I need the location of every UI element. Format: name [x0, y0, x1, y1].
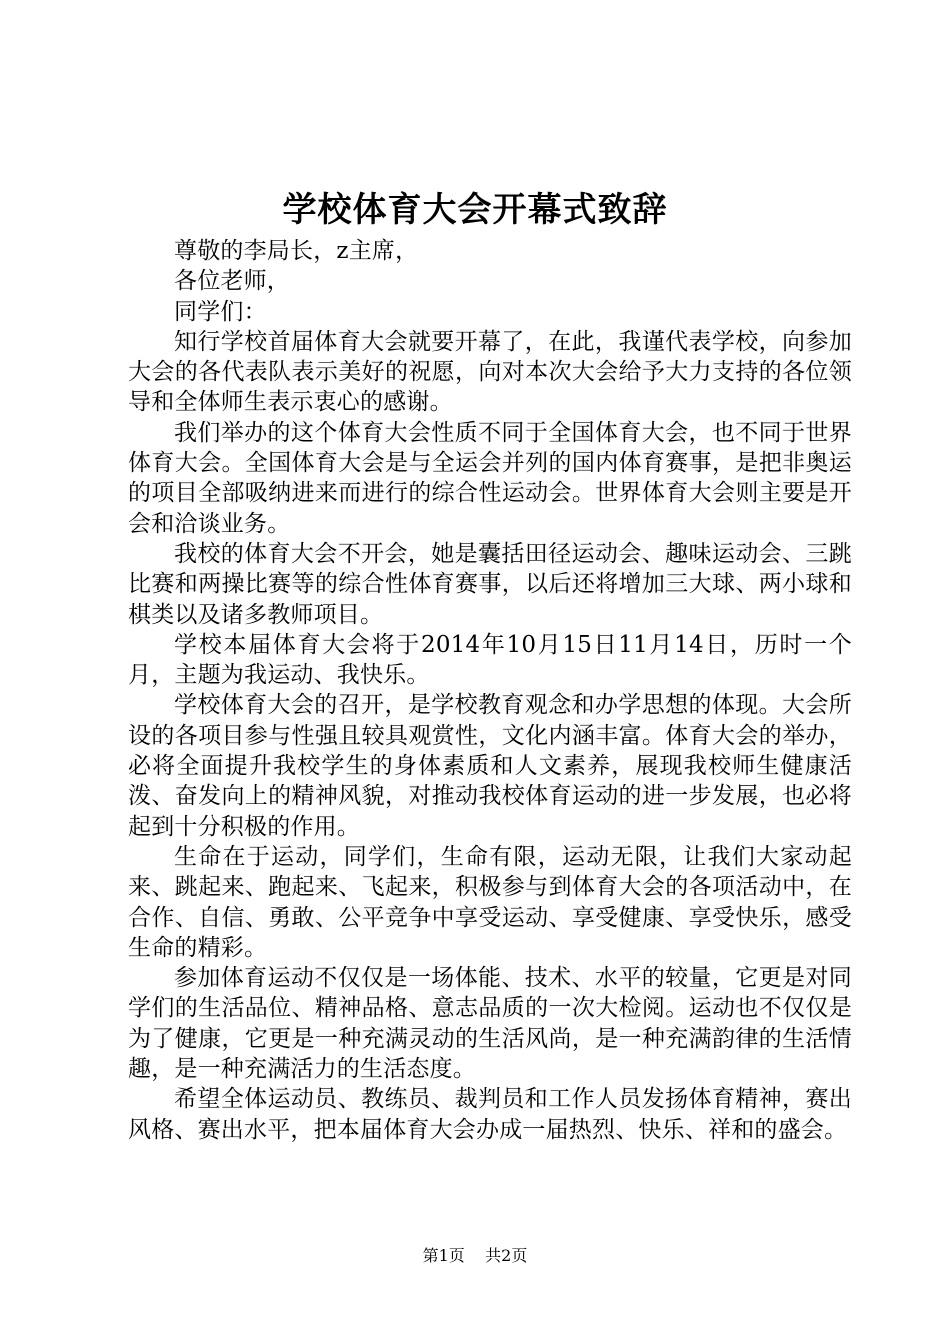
salutation-line: 各位老师， [174, 268, 290, 295]
body-paragraph: 生命在于运动，同学们，生命有限，运动无限，让我们大家动起来、跳起来、跑起来、飞起来，积极参与到体育大会的各项活动中，在合作、自信、勇敢、公平竞争中享受运动、享受健康、享受快乐，感受生命的精彩。 [128, 843, 852, 961]
body-paragraph: 希望全体运动员、教练员、裁判员和工作人员发扬体育精神，赛出风格、赛出水平，把本届体育大会办成一届热烈、快乐、祥和的盛会。 [128, 1086, 852, 1143]
body-paragraph: 知行学校首届体育大会就要开幕了，在此，我谨代表学校，向参加大会的各代表队表示美好的祝愿，向对本次大会给予大力支持的各位领导和全体师生表示衷心的感谢。 [128, 328, 852, 416]
salutation-line: 同学们： [174, 298, 267, 325]
page-footer [0, 1244, 950, 1268]
body-paragraph: 我校的体育大会不开会，她是囊括田径运动会、趣味运动会、三跳比赛和两操比赛等的综合性体育赛事，以后还将增加三大球、两小球和棋类以及诸多教师项目。 [128, 540, 852, 628]
body-paragraph: 学校本届体育大会将于2014年10月15日11月14日，历时一个月，主题为我运动、我快乐。 [128, 631, 852, 689]
body-paragraph: 参加体育运动不仅仅是一场体能、技术、水平的较量，它更是对同学们的生活品位、精神品格、意志品质的一次大检阅。运动也不仅仅是为了健康，它更是一种充满灵动的生活风尚，是一种充满韵律的生活情趣，是一种充满活力的生活态度。 [128, 965, 852, 1083]
page-number-total: 共2页 [485, 1246, 528, 1265]
body-paragraph: 学校体育大会的召开，是学校教育观念和办学思想的体现。大会所设的各项目参与性强且较具观赏性，文化内涵丰富。体育大会的举办，必将全面提升我校学生的身体素质和人文素养，展现我校师生健康活泼、奋发向上的精神风貌，对推动我校体育运动的进一步发展，也必将起到十分积极的作用。 [128, 692, 852, 840]
page-number-current: 第1页 [422, 1246, 465, 1265]
salutation-line: 尊敬的李局长，z主席， [174, 238, 419, 264]
document-title: 学校体育大会开幕式致辞 [282, 190, 668, 230]
body-paragraph: 我们举办的这个体育大会性质不同于全国体育大会，也不同于世界体育大会。全国体育大会是与全运会并列的国内体育赛事，是把非奥运的项目全部吸纳进来而进行的综合性运动会。世界体育大会则主要是开会和洽谈业务。 [128, 419, 852, 537]
document-body [128, 236, 852, 1145]
